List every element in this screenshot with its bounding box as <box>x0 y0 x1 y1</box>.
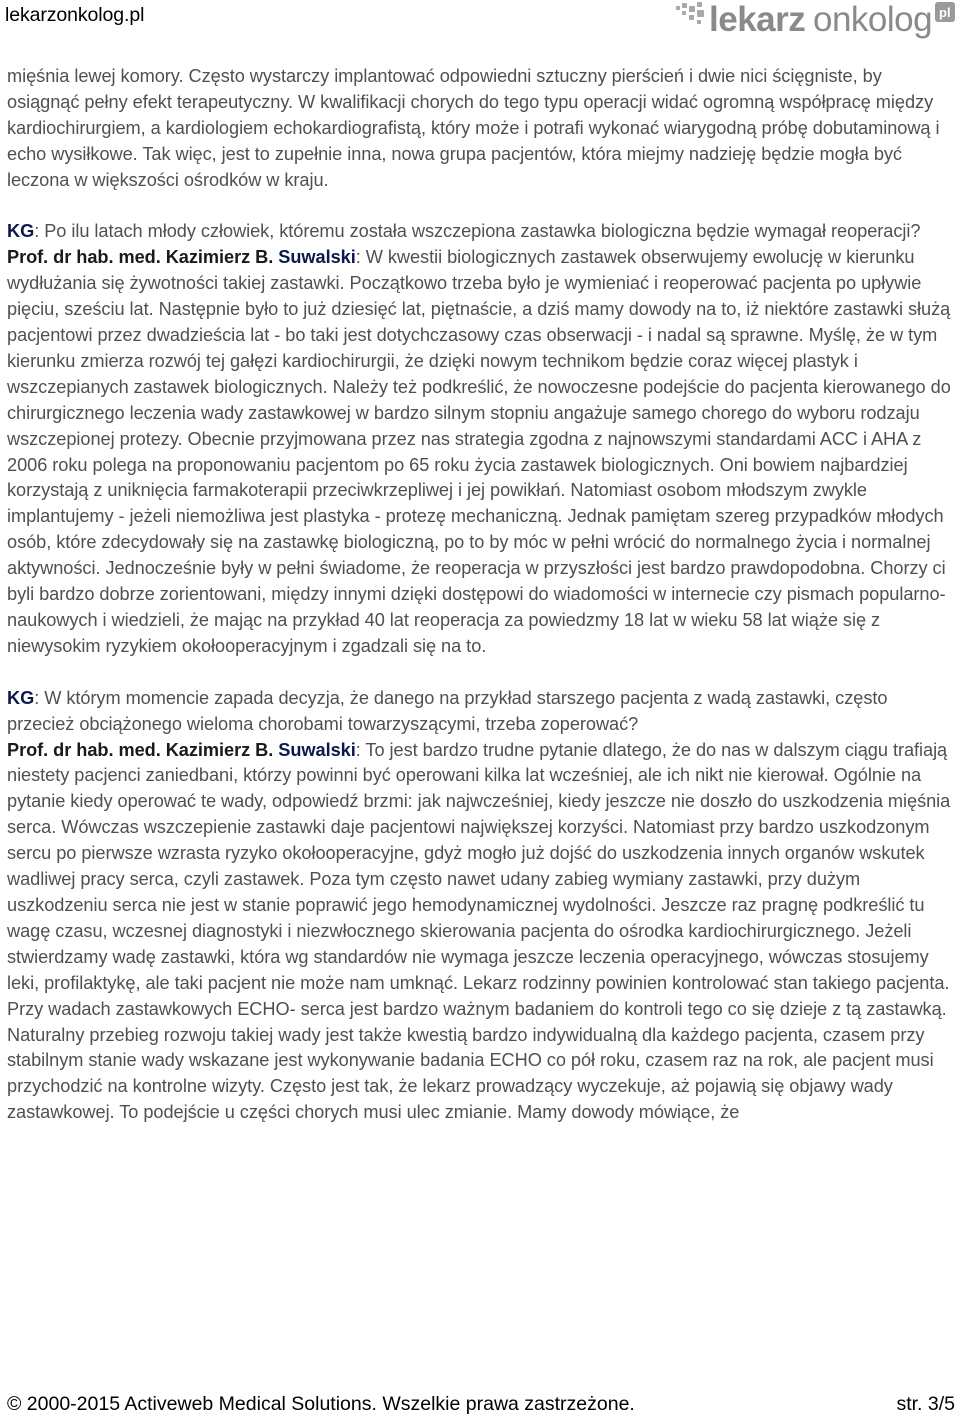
svg-text:lekarz: lekarz <box>709 0 806 39</box>
respondent-surname: Suwalski <box>278 739 356 760</box>
question-text: : Po ilu latach młody człowiek, któremu została wszczepiona zastawka biologiczna będzie wymagał reoperacji? <box>34 221 921 242</box>
interviewer-label: KG <box>7 221 35 242</box>
answer-text: : To jest bardzo trudne pytanie dlatego, że do nas w dalszym ciągu trafiają niestety pacjenci zaniedbani, którzy powinni być operowani kilka lat wcześniej, ale ich nikt nie kierował. Ogólnie na pytanie kiedy operować te wady, odpowiedź brzmi: jak najwcześniej, kiedy jeszcze nie doszło do uszkodzenia mięśnia serca. Wówczas wszczepienie zastawki daje pacjentowi największej korzyści. Natomiast przy bardzo uszkodzonym sercu po pierwsze wzrasta ryzyko okołooperacyjne, gdyż mogło już dojść do uszkodzenia innych organów wskutek wadliwej pracy serca, czyli zastawek. Poza tym często nawet udany zabieg wymiany zastawki, przy dużym uszkodzeniu serca nie jest w stanie poprawić jego hemodynamicznej wydolności. Jeszcze raz pragnę podkreślić tu wagę czasu, wczesnej diagnostyki i niezwłocznego skierowania pacjenta do ośrodka kardiochirurgicznego. Jeżeli stwierdzamy wadę zastawki, która wg standardów nie wymaga jeszcze leczenia operacyjnego, wówczas stosujemy leki, profilaktykę, ale taki pacjent nie może nam umknąć. Lekarz rodzinny powinien kontrolować stan takiego pacjenta. Przy wadach zastawkowych ECHO- serca jest bardzo ważnym badaniem do kontroli tego co się dzieje z tą zastawką. Naturalny przebieg rozwoju takiej wady jest także kwestią bardzo indywidualną dla każdego pacjenta, czasem przy stabilnym stanie wady wskazane jest wykonywanie badania ECHO co pół roku, czasem raz na rok, ale pacjent musi przychodzić na kontrolne wizyty. Często jest tak, że lekarz prowadzący wyczekuje, aż pojawią się objawy wady zastawkowej. To podejście u części chorych musi ulec zmianie. Mamy dowody mówiące, że <box>7 739 951 1123</box>
page-number: str. 3/5 <box>896 1393 955 1415</box>
respondent-surname: Suwalski <box>278 247 356 268</box>
spacer <box>7 660 955 686</box>
svg-text:pl: pl <box>939 5 951 20</box>
spacer <box>7 194 955 220</box>
copyright-text: © 2000-2015 Activeweb Medical Solutions. Wszelkie prawa zastrzeżone. <box>7 1393 635 1415</box>
site-name: lekarzonkolog.pl <box>5 4 145 26</box>
svg-text:onkolog: onkolog <box>813 0 933 39</box>
question-text: : W którym momencie zapada decyzja, że danego na przykład starszego pacjenta z wadą zastawki, często przecież obciążonego wieloma chorobami towarzyszącymi, trzeba zoperować? <box>7 687 888 734</box>
paragraph-intro: mięśnia lewej komory. Często wystarczy implantować odpowiedni sztuczny pierścień i dwie nici ścięgniste, by osiągnąć pełny efekt terapeutyczny. W kwalifikacji chorych do tego typu operacji widać ogromną współpracę między kardiochirurgiem, a kardiologiem echokardiografistą, który może i potrafi wykonać wiarygodną próbę dobutaminową i echo wysiłkowe. Tak więc, jest to zupełnie inna, nowa grupa pacjentów, która miejmy nadzieję będzie mogła być leczona w większości ośrodków w kraju. <box>7 66 940 190</box>
site-logo <box>676 0 958 42</box>
interviewer-label: KG <box>7 687 35 708</box>
answer-text: : W kwestii biologicznych zastawek obserwujemy ewolucję w kierunku wydłużania się żywotności takiej zastawki. Początkowo trzeba było je wymieniać i reoperować pacjenta po upływie pięciu, sześciu lat. Następnie było to już dziesięć lat, piętnaście, a dziś mamy dowody na to, iż niektóre zastawki służą pacjentowi przez dwadzieścia lat - bo taki jest dotychczasowy czas obserwacji - i nadal są sprawne. Myślę, że w tym kierunku zmierza rozwój tej gałęzi kardiochirurgii, że dzięki nowym technikom będzie coraz więcej plastyk i wszczepianych zastawek biologicznych. Należy też podkreślić, że nowoczesne podejście do pacjenta kierowanego do chirurgicznego leczenia wady zastawkowej w bardzo silnym stopniu angażuje samego chorego do wyboru rodzaju wszczepionej protezy. Obecnie przyjmowana przez nas strategia zgodna z najnowszymi standardami ACC i AHA z 2006 roku polega na proponowaniu pacjentom po 65 roku życia zastawek biologicznych. Oni bowiem najbardziej korzystają z uniknięcia farmakoterapii przeciwkrzepliwej i jej powikłań. Natomiast osobom młodszym zwykle implantujemy - jeżeli niemożliwa jest plastyka - protezę mechaniczną. Jednak pamiętam szereg przypadków młodych osób, które zdecydowały się na zastawkę biologiczną, po to by móc w pełni wrócić do normalnego życia i normalnej aktywności. Jednocześnie były w pełni świadome, że reoperacja w przyszłości jest bardzo prawdopodobna. Chorzy ci byli bardzo dobrze zorientowani, między innymi dzięki dostępowi do wiadomości w internecie czy pismach popularno-naukowych i wiedzieli, że mając na przykład 40 lat reoperacja za powiedzmy 18 lat w wieku 58 lat wiąże się z niewysokim ryzykiem okołooperacyjnym i zgadzali się na to. <box>7 247 951 656</box>
respondent-title: Prof. dr hab. med. Kazimierz B. <box>7 739 274 760</box>
article-body <box>7 64 955 1126</box>
answer-1 <box>7 245 955 660</box>
respondent-title: Prof. dr hab. med. Kazimierz B. <box>7 247 274 268</box>
question-2 <box>7 686 955 738</box>
answer-2 <box>7 738 955 1127</box>
page-footer <box>7 1393 955 1416</box>
question-1 <box>7 219 955 245</box>
